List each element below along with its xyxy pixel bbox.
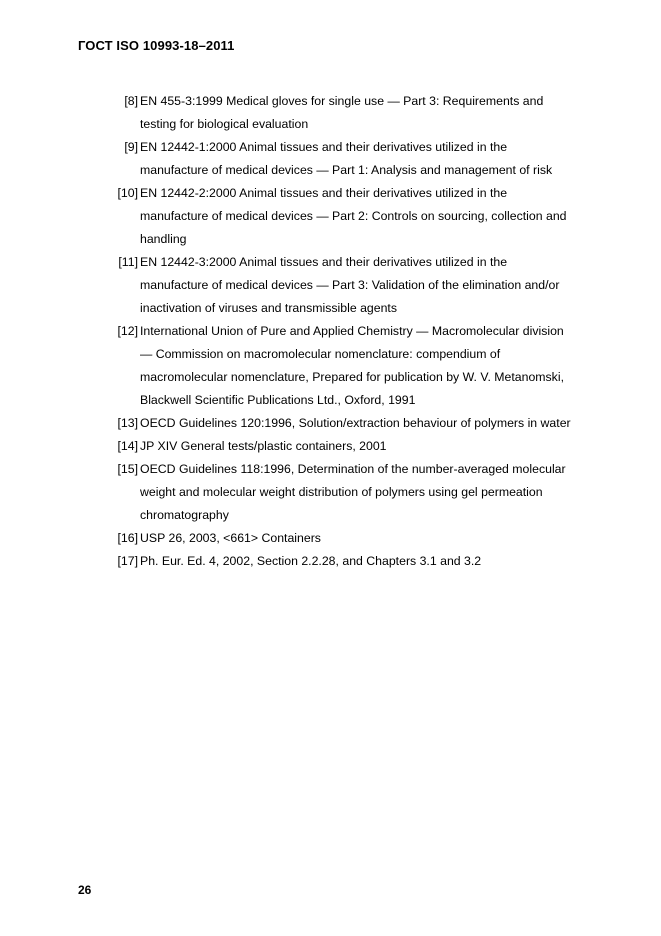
reference-text-line: manufacture of medical devices — Part 1: Analysis and management of risk <box>140 163 553 177</box>
reference-text-line: Ph. Eur. Ed. 4, 2002, Section 2.2.28, and Chapters 3.1 and 3.2 <box>140 554 482 568</box>
reference-text-line: weight and molecular weight distribution of polymers using gel permeation <box>140 485 543 499</box>
reference-number: [16] <box>117 531 138 545</box>
reference-number: [10] <box>117 186 138 200</box>
reference-item-12 <box>116 320 616 412</box>
page-number: 26 <box>78 883 92 897</box>
reference-item-15 <box>116 458 616 527</box>
reference-text-line: EN 12442-1:2000 Animal tissues and their derivatives utilized in the <box>140 140 508 154</box>
reference-number: [14] <box>117 439 138 453</box>
reference-text-line: OECD Guidelines 118:1996, Determination of the number-averaged molecular <box>140 462 566 476</box>
reference-text-line: chromatography <box>140 508 229 522</box>
reference-text-line: manufacture of medical devices — Part 2: Controls on sourcing, collection and <box>140 209 567 223</box>
reference-text-line: — Commission on macromolecular nomenclature: compendium of <box>140 347 501 361</box>
reference-item-11 <box>116 251 616 320</box>
reference-number: [12] <box>117 324 138 338</box>
reference-text-line: inactivation of viruses and transmissible agents <box>140 301 397 315</box>
reference-text-line: EN 455-3:1999 Medical gloves for single use — Part 3: Requirements and <box>140 94 544 108</box>
reference-number: [9] <box>124 140 138 154</box>
reference-number: [17] <box>117 554 138 568</box>
reference-text-line: testing for biological evaluation <box>140 117 309 131</box>
reference-item-10 <box>116 182 616 251</box>
reference-text-line: EN 12442-3:2000 Animal tissues and their derivatives utilized in the <box>140 255 508 269</box>
reference-item-9 <box>116 136 616 182</box>
reference-number: [11] <box>118 255 138 269</box>
reference-text-line: manufacture of medical devices — Part 3: Validation of the elimination and/or <box>140 278 560 292</box>
reference-item-14 <box>116 435 616 458</box>
bibliography-list <box>116 90 616 573</box>
document-header: ГОСТ ISO 10993-18–2011 <box>78 38 235 53</box>
reference-number: [15] <box>117 462 138 476</box>
reference-text-line: macromolecular nomenclature, Prepared for publication by W. V. Metanomski, <box>140 370 564 384</box>
reference-item-13 <box>116 412 616 435</box>
reference-text-line: International Union of Pure and Applied Chemistry — Macromolecular division <box>140 324 564 338</box>
reference-text-line: Blackwell Scientific Publications Ltd., Oxford, 1991 <box>140 393 416 407</box>
reference-number: [13] <box>117 416 138 430</box>
reference-item-16 <box>116 527 616 550</box>
reference-text-line: OECD Guidelines 120:1996, Solution/extraction behaviour of polymers in water <box>140 416 571 430</box>
reference-text-line: EN 12442-2:2000 Animal tissues and their derivatives utilized in the <box>140 186 508 200</box>
reference-text-line: JP XIV General tests/plastic containers, 2001 <box>140 439 387 453</box>
reference-item-17 <box>116 550 616 573</box>
reference-number: [8] <box>124 94 138 108</box>
reference-text-line: handling <box>140 232 187 246</box>
reference-text-line: USP 26, 2003, <661> Containers <box>140 531 321 545</box>
reference-item-8 <box>116 90 616 136</box>
